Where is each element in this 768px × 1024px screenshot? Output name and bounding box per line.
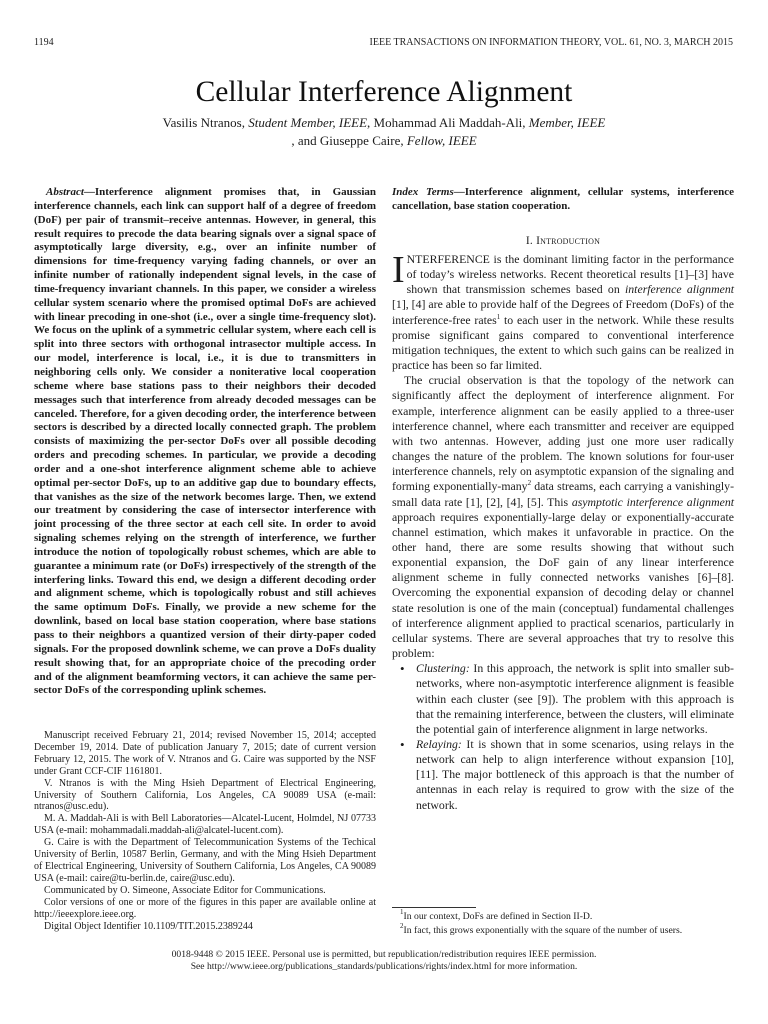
text-run: data streams, each carrying a vanishingly-small data rate [1], [2], [4], [5]. This (392, 479, 735, 509)
author-membership: Fellow, IEEE (406, 132, 477, 148)
footnote-marker: 1 (496, 312, 501, 321)
footnote-text: In fact, this grows exponentially with the square of the number of users. (403, 924, 683, 936)
footnote-marker: 2 (400, 921, 404, 930)
manuscript-note: Manuscript received February 21, 2014; revised November 15, 2014; accepted December 19, 2014. Date of publication January 7, 2015; date of current version February 12, 2015. The work of V. Ntranos and G. Caire was supported by the NSF under Grant CCF-CIF 1161801. (34, 730, 376, 777)
footnote (392, 910, 734, 924)
copyright-line: 0018-9448 © 2015 IEEE. Personal use is permitted, but republication/redistribution requires IEEE permission. (171, 949, 597, 960)
page-number: 1194 (34, 37, 54, 48)
paragraph (392, 249, 734, 373)
footnote-marker: 1 (400, 908, 404, 916)
paragraph (392, 373, 734, 661)
text-run: approach requires exponentially-large delay or exponentially-accurate channel estimation, which makes it unfavorable in practice. On the other hand, there are some results showing that without such exponential expansion, the DoF gain of any linear interference alignment scheme in fully connected networks vanishes [6]–[8]. Overcoming the exponential expansion of decoding delay or channel state resolution is one of the main (conceptual) fundamental challenges of interference alignment applied to practical scenarios, particularly in cellular systems. There are several approaches that try to resolve this problem: (392, 509, 734, 661)
manuscript-note: V. Ntranos is with the Ming Hsieh Department of Electrical Engineering, University of Southern California, Los Angeles, CA 90089 USA (e-mail: ntranos@usc.edu). (34, 777, 376, 813)
section-heading (392, 236, 734, 248)
text-run: to each user in the network. While these results promise significant gains compared to conventional interference mitigation techniques, the extent to which such gains can be realized in practice has been so far limited. (392, 312, 734, 373)
bullet-icon: • (400, 737, 405, 752)
text-run: NTERFERENCE is the dominant limiting factor in the performance of today’s wireless networks. Recent theoretical results [1]–[3] have shown that transmission schemes based on (406, 252, 734, 297)
paper-title: Cellular Interference Alignment (195, 76, 573, 108)
section-number: I. (525, 235, 537, 247)
manuscript-note: Digital Object Identifier 10.1109/TIT.2015.2389244 (44, 920, 253, 932)
text-run: The crucial observation is that the topology of the network can significantly affect the deployment of interference alignment. For example, interference alignment can be easily applied to a three-user interference channel, where each transmitter and receiver are equipped with two antennas. However, adding just one more user radically changes the nature of the problem. The known solutions for four-user interference channels, rely on asymptotic expansion of the signaling and forming exponentially-many (392, 373, 734, 494)
bullet-icon: • (400, 661, 405, 677)
author-list (130, 114, 638, 149)
author-name: Vasilis Ntranos, (162, 115, 249, 130)
emphasis: Relaying: (416, 737, 462, 751)
footnotes (392, 910, 734, 937)
manuscript-note: G. Caire is with the Department of Telecommunication Systems of the Techical University of Berlin, 10587 Berlin, Germany, and with the Ming Hsieh Department of Electrical Engineering, University of Southern California, Los Angeles, CA 90089 USA (e-mail: caire@tu-berlin.de, caire@usc.edu). (34, 837, 376, 884)
text-run: In this approach, the network is split into smaller sub-networks, where non-asymptotic interference alignment is feasible within each cluster (see [9]). The problem with this approach is that the remaining interference, between the clusters, will eliminate the potential gain of interference alignment in large networks. (416, 661, 734, 736)
manuscript-note: Communicated by O. Simeone, Associate Editor for Communications. (44, 884, 326, 896)
manuscript-notes (34, 730, 376, 932)
emphasis: Clustering: (416, 661, 470, 676)
copyright-line: See http://www.ieee.org/publications_standards/publications/rights/index.html for more information. (190, 961, 578, 973)
running-header: IEEE TRANSACTIONS ON INFORMATION THEORY, VOL. 61, NO. 3, MARCH 2015 (369, 37, 733, 48)
abstract-label: Abstract (46, 186, 84, 198)
list-item (400, 661, 734, 737)
emphasis: asymptotic interference alignment (571, 494, 734, 509)
text-run: It is shown that in some scenarios, using relays in the network can help to align interference without expansion [10], [11]. The major bottleneck of this approach is that the number of antennas in each relay is required to grow with the size of the network. (416, 737, 734, 812)
section-title: Introduction (536, 235, 601, 247)
copyright-notice (0, 949, 768, 974)
abstract-text: —Interference alignment promises that, in Gaussian interference channels, each link can support half of a degree of freedom (DoF) per pair of transmit–receive antennas. However, in general, this result requires to precode the data bearing signals over a signal space of asymptotically large diversity, e.g., over an infinite number of dimensions for time-frequency varying fading channels, or over an infinite number of rationally independent signal levels, in the case of time-frequency invariant channels. In this paper, we consider a wireless cellular system scenario where the promised optimal DoFs are achieved with linear precoding in one-shot (i.e., over a single time-frequency slot). We focus on the uplink of a symmetric cellular system, where each cell is split into three sectors with orthogonal intrasector multiple access. In our model, interference is local, i.e., it is due to transmitters in neighboring cells only. We consider a noniterative local cooperation scheme where base stations pass to their neighbors their decoded messages such that interference from already decoded messages can be canceled. Therefore, for a given decoding order, the interference between sectors is described by a directed locally connected graph. The problem consists of maximizing the per-sector DoFs over all possible decoding orders and precoding schemes. In particular, we provide a decoding order and a one-shot interference alignment scheme able to achieve optimal per-sector DoFs, up to an additive gap due to boundary effects, that vanishes as the size of the network becomes large. Then, we extend our treatment by considering the case of intersector interference with joint processing of the three sector at each cell site. In order to avoid signaling schemes relying on the strength of interference, we further introduce the notion of topologically robust schemes, which are able to guarantee a minimum rate (or DoFs) irrespectively of the strength of the interfering links. Toward this end, we design a different decoding order and alignment scheme, which is topologically robust and still achieves the same optimum DoFs. Finally, we provide a new scheme for the downlink, based on local base station cooperation, where base stations pass to their neighbors a quantized version of their dirty-paper coded signals. For the proposed downlink scheme, we can prove a DoFs duality result showing that, for an appropriate choice of the precoding order and of the alignment beamforming vectors, it can achieve the same per-sector DoFs of the corresponding uplink schemes. (34, 186, 376, 697)
abstract (34, 186, 376, 698)
author-membership: Student Member, IEEE (248, 115, 368, 130)
author-name: , Mohammad Ali Maddah-Ali, (367, 115, 529, 130)
index-terms (392, 186, 734, 214)
index-terms-text: —Interference alignment, cellular systems, interference cancellation, base station cooperation. (392, 186, 734, 212)
author-membership: Member, IEEE (528, 115, 606, 130)
footnote-marker: 2 (527, 479, 532, 488)
emphasis: interference alignment (625, 282, 734, 297)
introduction-body (392, 249, 735, 813)
approach-list (392, 661, 734, 813)
footnote (392, 921, 734, 938)
list-item (400, 737, 734, 813)
footnote-text: In our context, DoFs are defined in Section II-D. (403, 911, 593, 922)
text-run: [1], [4] are able to provide half of the Degrees of Freedom (DoFs) of the interference-free rates (392, 297, 734, 327)
manuscript-note: Color versions of one or more of the figures in this paper are available online at http://ieeexplore.ieee.org. (34, 896, 376, 920)
drop-cap: I (392, 249, 405, 291)
footnote-rule (392, 907, 476, 908)
index-terms-label: Index Terms (392, 186, 454, 198)
manuscript-note: M. A. Maddah-Ali is with Bell Laboratories—Alcatel-Lucent, Holmdel, NJ 07733 USA (e-mail: mohammadali.maddah-ali@alcatel-lucent.com). (34, 813, 376, 837)
author-name: , and Giuseppe Caire, (291, 132, 407, 148)
